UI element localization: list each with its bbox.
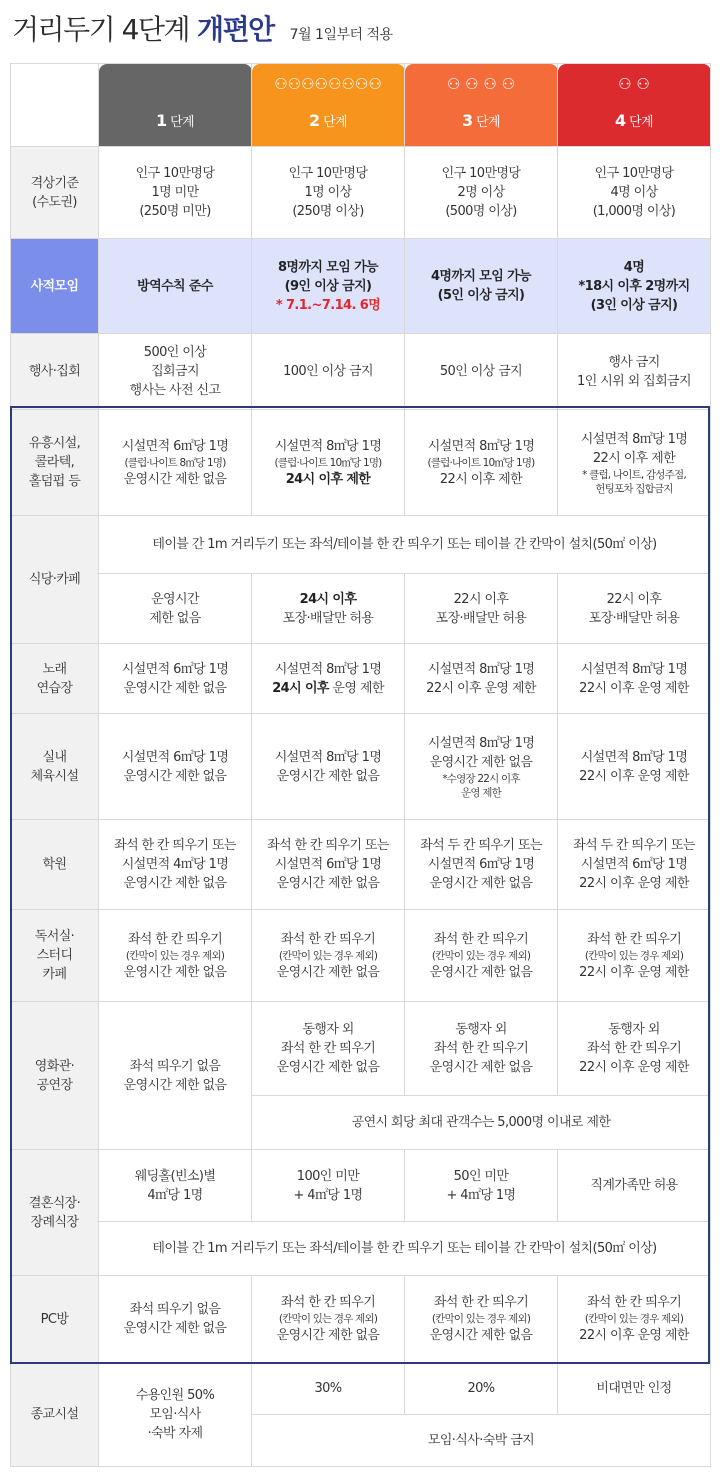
cell-text-line: 시설면적 6㎡당 1명 bbox=[274, 857, 382, 872]
cell-text-line: + 4㎡당 1명 bbox=[446, 1187, 516, 1203]
cell-text-line: *수영장 22시 이후 bbox=[442, 772, 520, 785]
cell-text-line: + 4㎡당 1명 bbox=[293, 1187, 363, 1203]
pc-stage-2 bbox=[252, 1276, 405, 1363]
restaurant-stage-4 bbox=[558, 574, 711, 644]
cell-text-line: 시설면적 6㎡당 1명 bbox=[121, 749, 229, 765]
cell-text-line: 스터디 bbox=[36, 948, 73, 963]
cell-text-line: 체육시설 bbox=[30, 768, 79, 784]
cell-text-line: 시설면적 8㎡당 1명 bbox=[274, 749, 382, 765]
threshold-stage-1 bbox=[99, 147, 252, 239]
cell-text-line: 카페 bbox=[42, 967, 67, 982]
restaurant-stage-3 bbox=[405, 574, 558, 644]
private-stage-4 bbox=[558, 239, 711, 334]
cell-text-line: 좌석 한 칸 띄우기 bbox=[280, 1041, 376, 1056]
wedding-stage-1 bbox=[99, 1150, 252, 1222]
cell-text-line: 운영 제한 bbox=[328, 680, 384, 696]
cell-text-line: 운영시간 제한 없음 bbox=[123, 1321, 227, 1336]
cell-text-line: 동행자 외 bbox=[608, 1022, 660, 1037]
cell-text-line: 좌석 한 칸 띄우기 bbox=[586, 1041, 682, 1056]
cell-text-line: 운영시간 제한 없음 bbox=[123, 471, 227, 487]
cell-text-line: 22시 이후 운영 제한 bbox=[579, 964, 689, 980]
academy-stage-1 bbox=[99, 820, 252, 910]
events-stage-2: 100인 이상 금지 bbox=[252, 334, 405, 410]
cell-text-line: 운영시간 제한 없음 bbox=[123, 964, 227, 980]
cell-text-line: 연습장 bbox=[36, 680, 73, 696]
row-label-restaurant: 식당·카페 bbox=[11, 516, 99, 644]
cell-text-line: 시설면적 6㎡당 1명 bbox=[580, 857, 688, 872]
corner-cell bbox=[11, 64, 99, 147]
stage-1-unit: 단계 bbox=[170, 115, 194, 130]
cell-text-line: 동행자 외 bbox=[302, 1022, 354, 1037]
cell-text-line: 유흥시설, bbox=[28, 436, 81, 451]
page-title: 거리두기 4단계 bbox=[12, 13, 190, 46]
row-label-karaoke bbox=[11, 644, 99, 714]
wedding-stage-2 bbox=[252, 1150, 405, 1222]
person-group-icon: ⚇⚇⚇⚇⚇⚇⚇⚇ bbox=[274, 75, 382, 93]
cell-text-line: 포장·배달만 허용 bbox=[588, 610, 680, 626]
cell-text-line: 22시 이후 제한 bbox=[439, 471, 523, 487]
cell-text-line: 운영시간 제한 없음 bbox=[276, 768, 380, 784]
cell-text-line: (칸막이 있는 경우 제외) bbox=[278, 949, 378, 962]
cell-text-line: 시설면적 6㎡당 1명 bbox=[427, 857, 535, 872]
cell-text-line: (3인 이상 금지) bbox=[590, 297, 678, 313]
restaurant-stage-1 bbox=[99, 574, 252, 644]
stage-2-number: 2 bbox=[308, 111, 320, 130]
theater-stage-4 bbox=[558, 1002, 711, 1096]
religion-stage-1 bbox=[99, 1363, 252, 1467]
karaoke-stage-1 bbox=[99, 644, 252, 714]
cell-text-line: 시설면적 6㎡당 1명 bbox=[121, 438, 229, 454]
stage-3-unit: 단계 bbox=[476, 115, 500, 130]
study-stage-2 bbox=[252, 910, 405, 1002]
cell-text-line: 웨딩홀(빈소)별 bbox=[134, 1168, 216, 1184]
cell-text-line: 운영시간 제한 없음 bbox=[429, 964, 533, 980]
cell-text-line: 공연장 bbox=[36, 1077, 73, 1093]
religion-row bbox=[11, 1363, 711, 1415]
row-label-academy: 학원 bbox=[11, 820, 99, 910]
cell-text-line: 좌석 한 칸 띄우기 bbox=[127, 931, 223, 947]
sports-stage-4 bbox=[558, 714, 711, 820]
cell-text-line: 좌석 한 칸 띄우기 또는 bbox=[114, 838, 236, 853]
cell-text-line: 시설면적 8㎡당 1명 bbox=[274, 661, 382, 677]
page-title-accent: 개편안 bbox=[197, 13, 274, 46]
cell-text-line: 운영시간 제한 없음 bbox=[276, 1328, 380, 1343]
cell-text-line: 시설면적 8㎡당 1명 bbox=[274, 438, 382, 454]
cell-text-line: (칸막이 있는 경우 제외) bbox=[278, 1313, 378, 1325]
cell-text-line: (칸막이 있는 경우 제외) bbox=[431, 1313, 531, 1325]
cell-text-line: 2명 이상 bbox=[457, 185, 505, 200]
events-stage-1 bbox=[99, 334, 252, 410]
cell-text-line: 운영시간 제한 없음 bbox=[276, 1060, 380, 1075]
cell-text-line: (500명 이상) bbox=[445, 204, 517, 219]
events-row bbox=[11, 334, 711, 410]
cell-text-line: 24시 이후 제한 bbox=[285, 471, 371, 487]
stage-3-number: 3 bbox=[461, 111, 473, 130]
cell-text-line: 시설면적 8㎡당 1명 bbox=[427, 438, 535, 454]
cell-text-line: (250명 이상) bbox=[292, 204, 364, 219]
stage-3-header bbox=[405, 64, 558, 147]
cell-text-line: 좌석 띄우기 없음 bbox=[129, 1302, 221, 1317]
cell-text-line: 운영시간 bbox=[151, 591, 199, 607]
sports-stage-2 bbox=[252, 714, 405, 820]
religion-all-stages-note: 모임·식사·숙박 금지 bbox=[252, 1415, 711, 1467]
effective-date: 7월 1일부터 적용 bbox=[289, 27, 393, 43]
cell-text-line: 시설면적 8㎡당 1명 bbox=[580, 431, 688, 447]
cell-text-line: 좌석 두 칸 띄우기 또는 bbox=[573, 838, 695, 853]
cell-text-line: 운영시간 제한 없음 bbox=[429, 1060, 533, 1075]
events-stage-3: 50인 이상 금지 bbox=[405, 334, 558, 410]
cell-text-line: *18시 이후 2명까지 bbox=[578, 278, 690, 294]
cell-text-line: (9인 이상 금지) bbox=[284, 278, 372, 294]
cell-text-line: 독서실· bbox=[34, 929, 75, 944]
cell-text-line: 운영시간 제한 없음 bbox=[123, 876, 227, 891]
cell-text-line: 좌석 한 칸 띄우기 bbox=[433, 1295, 529, 1310]
cell-text-line: 시설면적 8㎡당 1명 bbox=[580, 749, 688, 765]
sports-stage-3 bbox=[405, 714, 558, 820]
academy-stage-2 bbox=[252, 820, 405, 910]
cell-text-line: 포장·배달만 허용 bbox=[435, 610, 527, 626]
cell-text-line: 1명 이상 bbox=[304, 185, 352, 200]
cell-text-line: 4명 bbox=[623, 259, 645, 275]
cell-text-line: (클럽·나이트 10㎡당 1명) bbox=[427, 456, 535, 469]
cell-text-line: 좌석 두 칸 띄우기 또는 bbox=[420, 838, 542, 853]
karaoke-stage-4 bbox=[558, 644, 711, 714]
cell-text-line: 행사는 사전 신고 bbox=[129, 383, 221, 398]
entertainment-stage-3 bbox=[405, 410, 558, 516]
cell-text-line: (5인 이상 금지) bbox=[437, 288, 525, 303]
cell-text-line: 시설면적 8㎡당 1명 bbox=[580, 661, 688, 677]
distancing-table bbox=[10, 63, 711, 1467]
threshold-stage-4 bbox=[558, 147, 711, 239]
study-stage-3 bbox=[405, 910, 558, 1002]
pc-stage-4 bbox=[558, 1276, 711, 1363]
karaoke-row bbox=[11, 644, 711, 714]
cell-text-line: 영화관· bbox=[34, 1058, 75, 1074]
restaurant-row bbox=[11, 574, 711, 644]
theater-audience-limit: 공연시 회당 최대 관객수는 5,000명 이내로 제한 bbox=[252, 1096, 711, 1150]
person-icon: ⚇ ⚇ ⚇ ⚇ bbox=[446, 75, 516, 93]
theater-stage-1 bbox=[99, 1002, 252, 1150]
cell-text-line: 22시 이후 bbox=[453, 591, 509, 607]
threshold-stage-2 bbox=[252, 147, 405, 239]
cell-text-line: (칸막이 있는 경우 제외) bbox=[431, 949, 531, 962]
cell-text-line: 4㎡당 1명 bbox=[147, 1187, 203, 1203]
row-label-private: 사적모임 bbox=[11, 239, 99, 334]
wedding-all-stages-note: 테이블 간 1m 거리두기 또는 좌석/테이블 한 칸 띄우기 또는 테이블 간 칸막이 설치(50㎡ 이상) bbox=[99, 1222, 711, 1276]
cell-text-line: 운영시간 제한 없음 bbox=[429, 1328, 533, 1343]
cell-text-line: 집회금지 bbox=[151, 364, 199, 379]
cell-text-line: 제한 없음 bbox=[149, 610, 201, 626]
cell-text-line: 인구 10만명당 bbox=[594, 166, 674, 181]
wedding-row bbox=[11, 1150, 711, 1222]
entertainment-stage-1 bbox=[99, 410, 252, 516]
cell-text-line: 인구 10만명당 bbox=[135, 166, 215, 181]
theater-row bbox=[11, 1002, 711, 1096]
cell-text-line: 인구 10만명당 bbox=[288, 166, 368, 181]
cell-text-line: 운영시간 제한 없음 bbox=[429, 876, 533, 891]
wedding-stage-4: 직계가족만 허용 bbox=[558, 1150, 711, 1222]
religion-stage-4: 비대면만 인정 bbox=[558, 1363, 711, 1415]
cell-text-line: 헌팅포차 집합금지 bbox=[595, 482, 673, 495]
cell-text-line: 22시 이후 운영 제한 bbox=[579, 680, 689, 696]
sports-row bbox=[11, 714, 711, 820]
cell-text-line: (칸막이 있는 경우 제외) bbox=[584, 1313, 684, 1325]
stage-2-header bbox=[252, 64, 405, 147]
entertainment-stage-4 bbox=[558, 410, 711, 516]
cell-text-line: (250명 미만) bbox=[139, 204, 211, 219]
cell-text-line: 시설면적 6㎡당 1명 bbox=[121, 661, 229, 677]
religion-stage-3: 20% bbox=[405, 1363, 558, 1415]
row-label-pc-room: PC방 bbox=[11, 1276, 99, 1363]
row-label-study-cafe bbox=[11, 910, 99, 1002]
cell-text-line: 시설면적 8㎡당 1명 bbox=[427, 661, 535, 677]
academy-stage-3 bbox=[405, 820, 558, 910]
cell-text-line: 인구 10만명당 bbox=[441, 166, 521, 181]
stage-4-number: 4 bbox=[614, 111, 626, 130]
cell-text-line: 좌석 한 칸 띄우기 bbox=[280, 931, 376, 947]
cell-text-line: 모임·식사 bbox=[149, 1407, 201, 1422]
stage-4-unit: 단계 bbox=[629, 115, 653, 130]
private-stage-3 bbox=[405, 239, 558, 334]
religion-stage-2: 30% bbox=[252, 1363, 405, 1415]
row-label-sports bbox=[11, 714, 99, 820]
cell-text-line: 동행자 외 bbox=[455, 1022, 507, 1037]
restaurant-stage-2 bbox=[252, 574, 405, 644]
karaoke-stage-3 bbox=[405, 644, 558, 714]
cell-text-line: 운영시간 제한 없음 bbox=[123, 1077, 227, 1093]
cell-text-line: (1,000명 이상) bbox=[592, 204, 676, 219]
threshold-stage-3 bbox=[405, 147, 558, 239]
theater-stage-2 bbox=[252, 1002, 405, 1096]
cell-text-line: 22시 이후 bbox=[606, 591, 662, 607]
pc-room-row bbox=[11, 1276, 711, 1363]
cell-text-line: 격상기준 bbox=[30, 175, 79, 191]
stage-1-header bbox=[99, 64, 252, 147]
row-label-threshold bbox=[11, 147, 99, 239]
cell-text-line: (칸막이 있는 경우 제외) bbox=[584, 949, 684, 962]
cell-text-line: ·숙박 자제 bbox=[147, 1426, 203, 1441]
row-label-theater bbox=[11, 1002, 99, 1150]
stage-1-number: 1 bbox=[155, 111, 167, 130]
stage-header-row bbox=[11, 64, 711, 147]
cell-text-line: 수용인원 50% bbox=[135, 1388, 215, 1403]
cell-text-line: 운영 제한 bbox=[461, 786, 501, 799]
restaurant-all-stages-note: 테이블 간 1m 거리두기 또는 좌석/테이블 한 칸 띄우기 또는 테이블 간 칸막이 설치(50㎡ 이상) bbox=[99, 516, 711, 574]
cell-text-line: 1인 시위 외 집회금지 bbox=[577, 373, 691, 389]
cell-text-line: (클럽·나이트 8㎡당 1명) bbox=[124, 456, 226, 469]
cell-text-line: 22시 이후 운영 제한 bbox=[579, 876, 689, 891]
study-stage-4 bbox=[558, 910, 711, 1002]
cell-text-line: 좌석 한 칸 띄우기 bbox=[433, 931, 529, 947]
study-cafe-row bbox=[11, 910, 711, 1002]
cell-text-line: 22시 이후 운영 제한 bbox=[579, 768, 689, 784]
cell-text-line: 홀덤펍 등 bbox=[28, 474, 81, 489]
pc-stage-1 bbox=[99, 1276, 252, 1363]
cell-text-line: 22시 이후 운영 제한 bbox=[426, 680, 536, 696]
wedding-stage-3 bbox=[405, 1150, 558, 1222]
row-label-entertainment bbox=[11, 410, 99, 516]
cell-text-line: 4명까지 모임 가능 bbox=[430, 269, 531, 284]
cell-text-line: 좌석 한 칸 띄우기 bbox=[586, 931, 682, 947]
private-stage-2 bbox=[252, 239, 405, 334]
cell-text-line: 22시 이후 제한 bbox=[592, 450, 676, 466]
cell-text-line: * 7.1.~7.14. 6명 bbox=[275, 297, 381, 313]
row-label-events: 행사·집회 bbox=[11, 334, 99, 410]
academy-stage-4 bbox=[558, 820, 711, 910]
cell-text-line: 좌석 띄우기 없음 bbox=[129, 1058, 221, 1074]
cell-text-line: 1명 미만 bbox=[151, 185, 199, 200]
cell-text-line: 좌석 한 칸 띄우기 또는 bbox=[267, 838, 389, 853]
cell-text-line: (칸막이 있는 경우 제외) bbox=[125, 949, 225, 962]
cell-text-line: 운영시간 제한 없음 bbox=[123, 768, 227, 784]
cell-text-line: 노래 bbox=[42, 661, 67, 677]
cell-text-line: 운영시간 제한 없음 bbox=[123, 680, 227, 696]
cell-text-line: 포장·배달만 허용 bbox=[282, 610, 374, 626]
cell-text-line: 운영시간 제한 없음 bbox=[276, 876, 380, 891]
private-gathering-row bbox=[11, 239, 711, 334]
cell-text-line: 50인 미만 bbox=[453, 1168, 509, 1184]
cell-text-line: 500인 이상 bbox=[143, 345, 207, 360]
cell-text-line: 22시 이후 운영 제한 bbox=[579, 1328, 689, 1343]
row-label-wedding bbox=[11, 1150, 99, 1276]
stage-2-unit: 단계 bbox=[323, 115, 347, 130]
person-icon: ⚇ ⚇ bbox=[618, 75, 650, 93]
restaurant-span-row bbox=[11, 516, 711, 574]
private-stage-1: 방역수칙 준수 bbox=[99, 239, 252, 334]
cell-text-line: 좌석 한 칸 띄우기 bbox=[433, 1041, 529, 1056]
cell-text-line: 좌석 한 칸 띄우기 bbox=[586, 1295, 682, 1310]
cell-text-line: * 클럽, 나이트, 감성주점, bbox=[582, 468, 686, 481]
cell-text-line: 시설면적 4㎡당 1명 bbox=[121, 857, 229, 872]
cell-text-line: 실내 bbox=[42, 749, 67, 765]
cell-text-line: 시설면적 8㎡당 1명 bbox=[427, 735, 535, 751]
cell-text-line: (수도권) bbox=[32, 194, 77, 210]
cell-text-line: 콜라텍, bbox=[34, 455, 75, 470]
events-stage-4 bbox=[558, 334, 711, 410]
wedding-span-row bbox=[11, 1222, 711, 1276]
cell-text-line: 장례식장 bbox=[30, 1214, 79, 1230]
theater-stage-3 bbox=[405, 1002, 558, 1096]
sports-stage-1 bbox=[99, 714, 252, 820]
karaoke-stage-2 bbox=[252, 644, 405, 714]
pc-stage-3 bbox=[405, 1276, 558, 1363]
cell-text-line: 100인 미만 bbox=[296, 1168, 360, 1184]
row-label-religion: 종교시설 bbox=[11, 1363, 99, 1467]
cell-text-line: (클럽·나이트 10㎡당 1명) bbox=[274, 456, 382, 469]
cell-text-line: 8명까지 모임 가능 bbox=[277, 259, 378, 275]
entertainment-stage-2 bbox=[252, 410, 405, 516]
cell-text-line: 4명 이상 bbox=[610, 185, 658, 200]
entertainment-row bbox=[11, 410, 711, 516]
cell-text-line: 좌석 한 칸 띄우기 bbox=[280, 1295, 376, 1310]
academy-row bbox=[11, 820, 711, 910]
threshold-row bbox=[11, 147, 711, 239]
cell-text-line: 운영시간 제한 없음 bbox=[276, 964, 380, 980]
stage-4-header bbox=[558, 64, 711, 147]
study-stage-1 bbox=[99, 910, 252, 1002]
page-header bbox=[0, 0, 720, 52]
cell-text-line: 결혼식장· bbox=[28, 1195, 81, 1211]
cell-text-line: 22시 이후 운영 제한 bbox=[579, 1060, 689, 1075]
cell-text-line: 행사 금지 bbox=[608, 354, 660, 370]
cell-text-line: 운영시간 제한 없음 bbox=[429, 754, 533, 770]
cell-text-line: 24시 이후 bbox=[299, 591, 357, 607]
cell-text-line: 24시 이후 bbox=[272, 680, 329, 696]
